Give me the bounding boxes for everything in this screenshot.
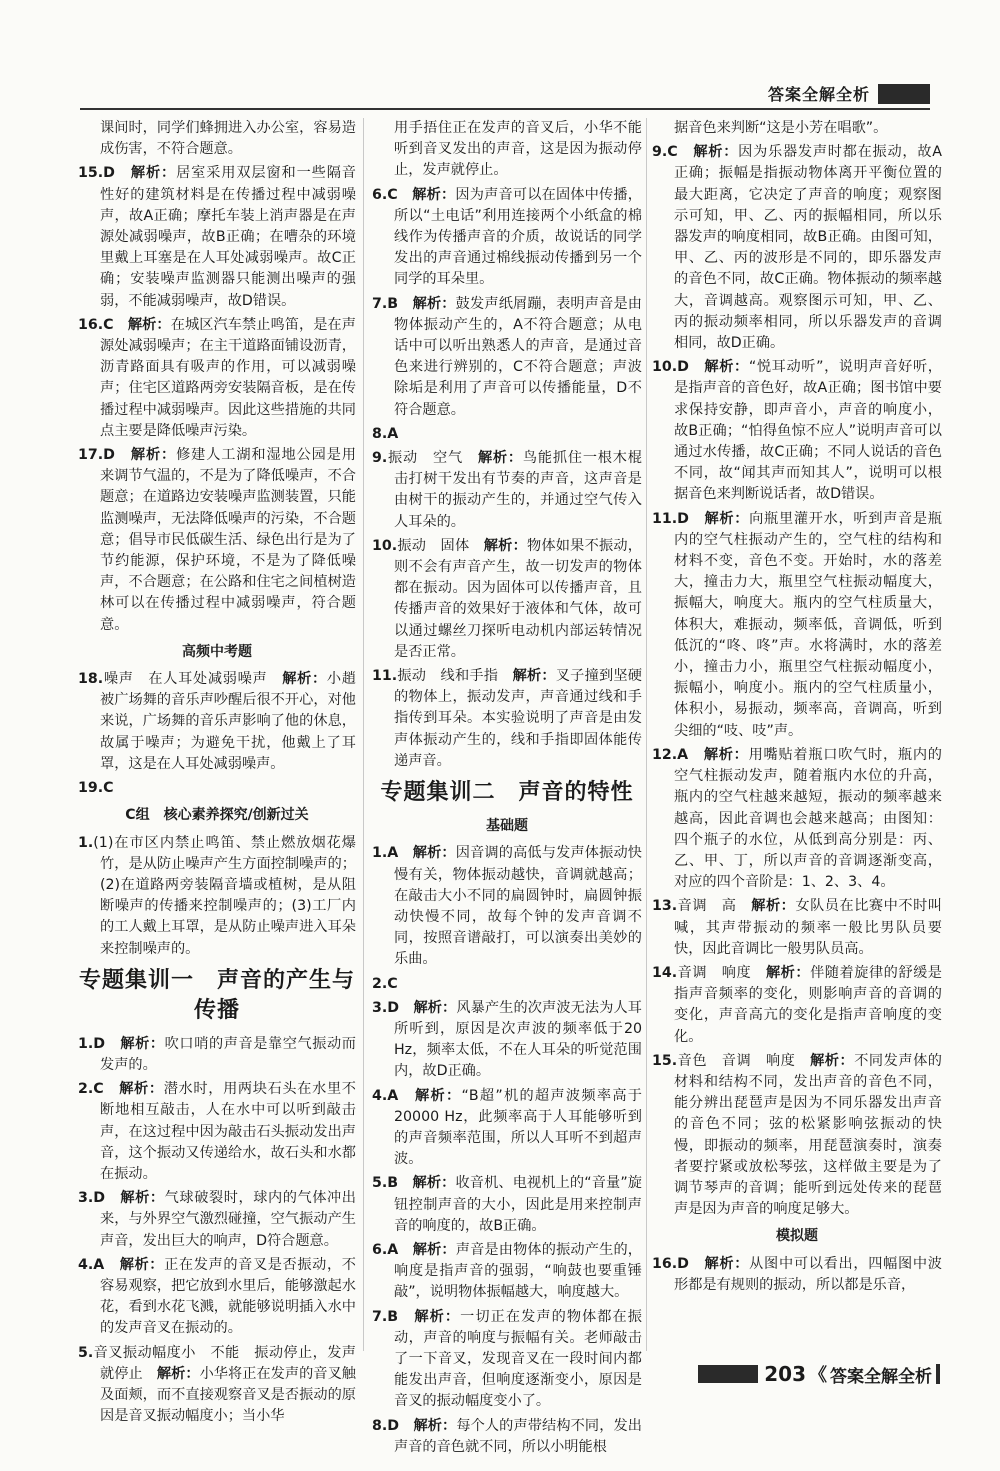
column-1 <box>78 118 356 1430</box>
page-number: 203 <box>764 1362 806 1386</box>
answer-item: 6.C 解析：因为声音可以在固体中传播，所以“土电话”利用连接两个小纸盒的棉线作为传播声音的介质，故说话的同学发出的声音通过棉线振动传播到另一个同学的耳朵里。 <box>372 186 642 288</box>
answer-item: 7.B 解析：鼓发声纸屑蹦，表明声音是由物体振动产生的，A不符合题意；从电话中可以听出熟悉人的声音，是通过音色来进行辨别的，C不符合题意；声波除垢是利用了声音可以传播能量，D不符合题意。 <box>372 295 642 418</box>
footer-title: 答案全解全析 <box>830 1366 932 1387</box>
chevron-left-icon: 《 <box>809 1365 827 1386</box>
answer-item: 3.D 解析：气球破裂时，球内的气体冲出来，与外界空气激烈碰撞，空气振动产生声音，发出巨大的响声，D符合题意。 <box>78 1190 356 1249</box>
section-title: 专题集训一 声音的产生与传播 <box>78 967 355 1023</box>
answer-item: 8.D 解析：每个人的声带结构不同，发出声音的音色就不同，所以小明能根 <box>372 1417 642 1455</box>
answer-item: 3.D 解析：风暴产生的次声波无法为人耳所听到，原因是次声波的频率低于20 Hz，频率太低，不在人耳朵的听觉范围内，故D正确。 <box>372 999 642 1080</box>
section-subheading: 模拟题 <box>776 1228 818 1245</box>
answer-item: 1.A 解析：因音调的高低与发声体振动快慢有关，物体振动越快，音调就越高；在敲击大小不同的扁圆钟时，扁圆钟振动快慢不同，故每个钟的发声音调不同，按照音谱敲打，可以演奏出美妙的乐曲。 <box>372 845 642 968</box>
page-footer <box>698 1362 940 1386</box>
answer-continuation: 据音色来判断“这是小芳在唱歌”。 <box>674 120 888 136</box>
column-divider-2 <box>646 118 647 1351</box>
footer-bar-decoration <box>698 1365 758 1383</box>
section-subheading: 基础题 <box>486 818 528 835</box>
answer-item: 17.D 解析：修建人工湖和湿地公园是用来调节气温的，不是为了降低噪声，不合题意；在道路边安装噪声监测装置，只能监测噪声，无法降低噪声的污染，不合题意；倡导市民低碳生活、绿色出行是为了节约能源，保护环境，不是为了降低噪声，不合题意；在公路和住宅之间植树造林可以在传播过程中减弱噪声，符合题意。 <box>78 447 356 633</box>
answer-item: 10.振动 固体 解析：物体如果不振动，则不会有声音产生，故一切发声的物体都在振动。因为固体可以传播声音，且传播声音的效果好于液体和气体，故可以通过螺丝刀探听电动机内部运转情况是否正常。 <box>372 537 642 660</box>
answer-item: 1.D 解析：吹口哨的声音是靠空气振动而发声的。 <box>78 1035 356 1073</box>
answer-item: 14.音调 响度 解析：伴随着旋律的舒缓是指声音频率的变化，则影响声音的音调的变化，声音高亢的变化是指声音响度的变化。 <box>652 964 942 1045</box>
answer-item: 16.D 解析：从图中可以看出，四幅图中波形都是有规则的振动，所以都是乐音， <box>652 1255 942 1293</box>
answer-item: 9.振动 空气 解析：鸟能抓住一根木棍击打树干发出有节奏的声音，这声音是由树干的振动产生的，并通过空气传入人耳朵的。 <box>372 450 642 530</box>
section-title: 专题集训二 声音的特性 <box>380 780 634 806</box>
answer-item: 15.D 解析：居室采用双层窗和一些隔音性好的建筑材料是在传播过程中减弱噪声，故A正确；摩托车装上消声器是在声源处减弱噪声，故B正确；在嘈杂的环境里戴上耳塞是在人耳处减弱噪声。故C正确；安装噪声监测器只能测出噪声的强弱，不能减弱噪声，故D错误。 <box>78 165 356 309</box>
answer-item: 6.A 解析：声音是由物体的振动产生的，响度是指声音的强弱，“响鼓也要重锤敲”，说明物体振幅越大，响度越大。 <box>372 1241 642 1301</box>
column-3 <box>652 118 942 1299</box>
footer-end-bar <box>936 1364 940 1384</box>
answer-item: 16.C 解析：在城区汽车禁止鸣笛，是在声源处减弱噪声；在主干道路面铺设沥青，沥青路面具有吸声的作用，可以减弱噪声；住宅区道路两旁安装隔音板，是在传播过程中减弱噪声。因此这些措施的共同点主要是降低噪声污染。 <box>78 316 356 439</box>
answer-item: 4.A 解析：正在发声的音叉是否振动，不容易观察，把它放到水里后，能够激起水花，看到水花飞溅，就能够说明插入水中的发声音叉在振动的。 <box>78 1256 356 1337</box>
header-bar-decoration <box>878 84 930 104</box>
header-title: 答案全解全析 <box>767 85 870 104</box>
answer-item: 13.音调 高 解析：女队员在比赛中不时叫喊，其声带振动的频率一般比男队员要快，因此音调比一般男队员高。 <box>652 898 942 957</box>
answer-item: 9.C 解析：因为乐器发声时都在振动，故A正确；振幅是指振动物体离开平衡位置的最大距离，它决定了声音的响度；观察图示可知，甲、乙、丙的振幅相同，所以乐器发声的响度相同，故B正确。由图可知，甲、乙、丙的波形是不同的，即乐器发声的音色不同，故C正确。物体振动的频率越大，音调越高。观察图示可知，甲、乙、丙的振动频率相同，所以乐器发声的音调相同，故D正确。 <box>652 144 942 352</box>
answer-item: 10.D 解析：“悦耳动听”，说明声音好听，是指声音的音色好，故A正确；图书馆中要求保持安静，即声音小，声音的响度小，故B正确；“怕得鱼惊不应人”说明声音可以通过水传播，故C正确；不同人说话的音色不同，故“闻其声而知其人”，说明可以根据音色来判断说话者，故D错误。 <box>652 359 942 503</box>
section-subheading: C组 核心素养探究/创新过关 <box>125 807 309 824</box>
answer-item: 5.音叉振动幅度小 不能 振动停止，发声就停止 解析：小华将正在发声的音叉触及面颊，而不直接观察音叉是否振动的原因是音叉振动幅度小；当小华 <box>78 1344 356 1425</box>
answer-item: 4.A 解析：“B超”机的超声波频率高于20000 Hz，此频率高于人耳能够听到的声音频率范围，所以人耳听不到超声波。 <box>372 1087 642 1168</box>
answer-item: 8.A <box>372 425 399 442</box>
answer-item: 11.D 解析：向瓶里灌开水，听到声音是瓶内的空气柱振动产生的，空气柱的结构和材料不变，音色不变。开始时，水的落差大，撞击力大，瓶里空气柱振动幅度大，振幅大，响度大。瓶内的空气柱质量大，体积大，难振动，频率低，音调低，听到低沉的“咚、咚”声。水将满时，水的落差小，撞击力小，瓶里空气柱振动幅度小，振幅小，响度小。瓶内的空气柱质量小，体积小，易振动，频率高，音调高，听到尖细的“吱、吱”声。 <box>652 510 942 739</box>
answer-item: 18.噪声 在人耳处减弱噪声 解析：小趙被广场舞的音乐声吵醒后很不开心，对他来说，广场舞的音乐声影响了他的休息，故属于噪声；为避免干扰，他戴上了耳罩，这是在人耳处减弱噪声。 <box>78 671 356 772</box>
section-subheading: 高频中考题 <box>182 643 252 660</box>
answer-item: 7.B 解析：一切正在发声的物体都在振动，声音的响度与振幅有关。老师敲击了一下音叉，发现音叉在一段时间内都能发出声音，但响度逐渐变小，原因是音叉的振动幅度变小了。 <box>372 1308 642 1410</box>
answer-item: 11.振动 线和手指 解析：叉子撞到坚硬的物体上，振动发声，声音通过线和手指传到耳朵。本实验说明了声音是由发声体振动产生的，线和手指即固体能传递声音。 <box>372 668 642 769</box>
column-2 <box>372 118 642 1461</box>
answer-item: 15.音色 音调 响度 解析：不同发声体的材料和结构不同，发出声音的音色不同，能分辨出琵琶声是因为不同乐器发出声音的音色不同；弦的松紧影响弦振动的快慢，即振动的频率，用琵琶演奏时，演奏者要拧紧或放松琴弦，这样做主要是为了调节琴声的音调；能听到远处传来的琵琶声是因为声音的响度足够大。 <box>652 1052 942 1218</box>
answer-continuation: 用手捂住正在发声的音叉后，小华不能听到音叉发出的声音，这是因为振动停止，发声就停止。 <box>394 120 642 179</box>
answer-item: 19.C <box>78 780 114 797</box>
header-rule <box>80 108 930 110</box>
page-header <box>80 82 930 106</box>
answer-item: 2.C <box>372 975 398 992</box>
answer-item: 2.C 解析：潜水时，用两块石头在水里不断地相互敲击，人在水中可以听到敲击声，在这过程中因为敲击石头振动发出声音，这个振动又传递给水，故石头和水都在振动。 <box>78 1081 356 1182</box>
column-divider-1 <box>363 118 364 1351</box>
answer-item: 1.(1)在市区内禁止鸣笛、禁止燃放烟花爆竹，是从防止噪声产生方面控制噪声的；(2)在道路两旁装隔音墙或植树，是从阻断噪声的传播来控制噪声的；(3)工厂内的工人戴上耳罩，是从防止噪声进入耳朵来控制噪声的。 <box>78 834 356 957</box>
answer-continuation: 课间时，同学们蜂拥进入办公室，容易造成伤害，不符合题意。 <box>100 120 356 158</box>
answer-item: 5.B 解析：收音机、电视机上的“音量”旋钮控制声音的大小，因此是用来控制声音的响度的，故B正确。 <box>372 1175 642 1234</box>
answer-item: 12.A 解析：用嘴贴着瓶口吹气时，瓶内的空气柱振动发声，随着瓶内水位的升高，瓶内的空气柱越来越短，振动的频率越来越高，因此音调也会越来越高；由图知：四个瓶子的水位，从低到高分别是：丙、乙、甲、丁，所以声音的音调逐渐变高，对应的四个音阶是：1、2、3、4。 <box>652 746 942 891</box>
